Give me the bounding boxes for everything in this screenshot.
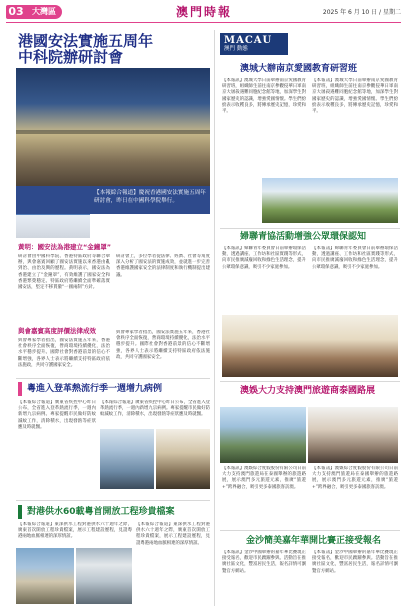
macau-label-en: MACAU bbox=[224, 35, 273, 46]
story3-photo-1 bbox=[220, 407, 306, 463]
story6-photo-1 bbox=[16, 548, 74, 604]
story3-body-cont: 【本報訊】澳娛綜合度假股份有限公司日前大力支持澳門旅遊局在泰國舉辦的旅遊路展，展示澳門多元旅遊元素，推廣“旅遊+”跨界融合，吸引更多泰國旅客訪澳。 bbox=[312, 466, 398, 490]
lead-photo-caption: 【本報綜合報道】慶祝香港國安法實施五周年研討會，昨日在中國科學院舉行。 bbox=[16, 186, 210, 214]
story1-title: 澳城大辦南京愛國教育研習班 bbox=[240, 64, 358, 74]
page-number: 03 bbox=[6, 5, 26, 19]
masthead bbox=[0, 0, 407, 24]
lead-subhead-1: 黃明：國安法為港建立“金鐘罩” bbox=[18, 243, 112, 251]
story2-body: 【本報訊】婦聯青年委員會日前舉辦環保活動，透過講座、工作坊和社區實踐等形式，向市民推廣減廢回收和綠色生活理念，提升公眾環保意識，吸引不少家庭參加。 bbox=[222, 246, 306, 270]
paper-name: 澳門時報 bbox=[175, 5, 232, 19]
story6-title: 對港供水60載粵首開放工程珍貴檔案 bbox=[18, 505, 210, 519]
lead-title-line-2: 中科院辦研討會 bbox=[18, 48, 124, 66]
masthead-rule bbox=[6, 22, 401, 23]
lead-body-2: 與會專家學者指出，國安法實施五年來，香港社會秩序全面恢復，營商環境持續優化，法治水平穩步提升。國際社會對香港前景的信心不斷增強，各界人士表示將繼續支持特區政府依法施政，共同守護國家安全。 bbox=[18, 338, 110, 368]
rule-4 bbox=[16, 378, 210, 379]
lead-title bbox=[18, 33, 208, 65]
story2-group-photo bbox=[222, 315, 398, 377]
rule-1 bbox=[220, 228, 400, 229]
story4-body: 【本報訊】金沙中國舉辦的嘉年華比賽現正接受報名，歡迎市民踴躍參與。活動旨在推廣社區文化，豐富居民生活，報名詳情可瀏覽官方網站。 bbox=[222, 550, 306, 574]
story6-body: 【本報綜合報道】東深供水工程對港供水六十週年之際，廣東首次開放工程珍貴檔案，展示工程建設歷程，見證粵港兩地血脈相連的深厚情誼。 bbox=[18, 522, 132, 540]
column-divider bbox=[214, 30, 215, 606]
issue-date: 2025 年 6 月 10 日 / 星期二 bbox=[322, 9, 401, 16]
macau-label-cn: 澳門 動態 bbox=[224, 46, 248, 52]
story1-body: 【本報訊】澳城大學日前舉辦南京愛國教育研習班，組織師生前往南京參觀侵華日軍南京大屠殺遇難同胞紀念館等地，加深學生對國家歷史的認識，增強愛國情懷。學生們紛紛表示收穫良多，將傳承歷史記憶，珍愛和平。 bbox=[222, 78, 306, 115]
rule-5 bbox=[16, 500, 210, 501]
story3-body: 【本報訊】澳娛綜合度假股份有限公司日前大力支持澳門旅遊局在泰國舉辦的旅遊路展，展示澳門多元旅遊元素，推廣“旅遊+”跨界融合，吸引更多泰國旅客訪澳。 bbox=[222, 466, 306, 490]
story5-body-cont: 【本報綜合報道】廣東省疾控中心昨日公布，全省進入登革熱流行季，一週內新增九宗病例。專家提醒市民做好防蚊滅蚊工作，清除積水，出現發熱等症狀應及時就醫。 bbox=[100, 400, 210, 418]
seminar-hall-photo bbox=[16, 68, 210, 186]
story4-title: 金沙簡美嘉年華開比賽正接受報名 bbox=[246, 536, 382, 546]
lead-subhead-2: 與會嘉賓高度評價法律成效 bbox=[18, 327, 96, 335]
section-label: 大灣區 bbox=[26, 5, 62, 19]
lead-body-2b: 與會專家學者指出，國安法實施五年來，香港社會秩序全面恢復，營商環境持續優化，法治水平穩步提升。國際社會對香港前景的信心不斷增強，各界人士表示將繼續支持特區政府依法施政，共同守護國家安全。 bbox=[116, 330, 210, 360]
story2-body-cont: 【本報訊】婦聯青年委員會日前舉辦環保活動，透過講座、工作坊和社區實踐等形式，向市民推廣減廢回收和綠色生活理念，提升公眾環保意識，吸引不少家庭參加。 bbox=[312, 246, 398, 270]
story5-photo-1 bbox=[100, 429, 154, 489]
lead-body-3: 研討會上，多位學者從法律、經濟、社會等角度深入分析了國安法的實施成效，並就進一步完善香港維護國家安全的法律制度和執行機制提出建議。 bbox=[116, 254, 210, 278]
story5-title: 粵進入登革熱流行季一週增九病例 bbox=[18, 382, 210, 396]
rule-3 bbox=[220, 530, 400, 531]
story2-title: 婦聯青協活動增強公眾環保認知 bbox=[240, 232, 367, 242]
story1-body-cont: 【本報訊】澳城大學日前舉辦南京愛國教育研習班，組織師生前往南京參觀侵華日軍南京大屠殺遇難同胞紀念館等地，加深學生對國家歷史的認識，增強愛國情懷。學生們紛紛表示收穫良多，將傳承歷史記憶，珍愛和平。 bbox=[312, 78, 398, 115]
rule-2 bbox=[220, 381, 400, 382]
story5-photo-2 bbox=[156, 429, 210, 489]
story3-title: 澳娛大力支持澳門旅遊商泰國路展 bbox=[240, 386, 376, 396]
story6-photo-2 bbox=[76, 548, 132, 604]
story3-photo-2 bbox=[308, 407, 398, 463]
story6-body-cont: 【本報綜合報道】東深供水工程對港供水六十週年之際，廣東首次開放工程珍貴檔案，展示工程建設歷程，見證粵港兩地血脈相連的深厚情誼。 bbox=[136, 522, 210, 546]
lead-body-1: 研討會由中國科學院、香港特區政府等聯合舉辦，與會嘉賓回顧了國安法實施以來香港由亂到治、由治及興的歷程。黃明表示，國安法為香港建立了“金鐘罩”，有效維護了國家安全和香港繁榮穩定。特區政府將繼續全面準確落實國安法，堅定不移貫徹“一國兩制”方針。 bbox=[18, 254, 110, 291]
lead-title-line-1: 港國安法實施五周年 bbox=[18, 32, 154, 50]
macau-section-box bbox=[220, 33, 288, 55]
story4-body-cont: 【本報訊】金沙中國舉辦的嘉年華比賽現正接受報名，歡迎市民踴躍參與。活動旨在推廣社區文化，豐富居民生活，報名詳情可瀏覽官方網站。 bbox=[312, 550, 398, 574]
story1-photo bbox=[262, 178, 398, 223]
story5-body: 【本報綜合報道】廣東省疾控中心昨日公布，全省進入登革熱流行季，一週內新增九宗病例。專家提醒市民做好防蚊滅蚊工作，清除積水，出現發熱等症狀應及時就醫。 bbox=[18, 400, 96, 430]
